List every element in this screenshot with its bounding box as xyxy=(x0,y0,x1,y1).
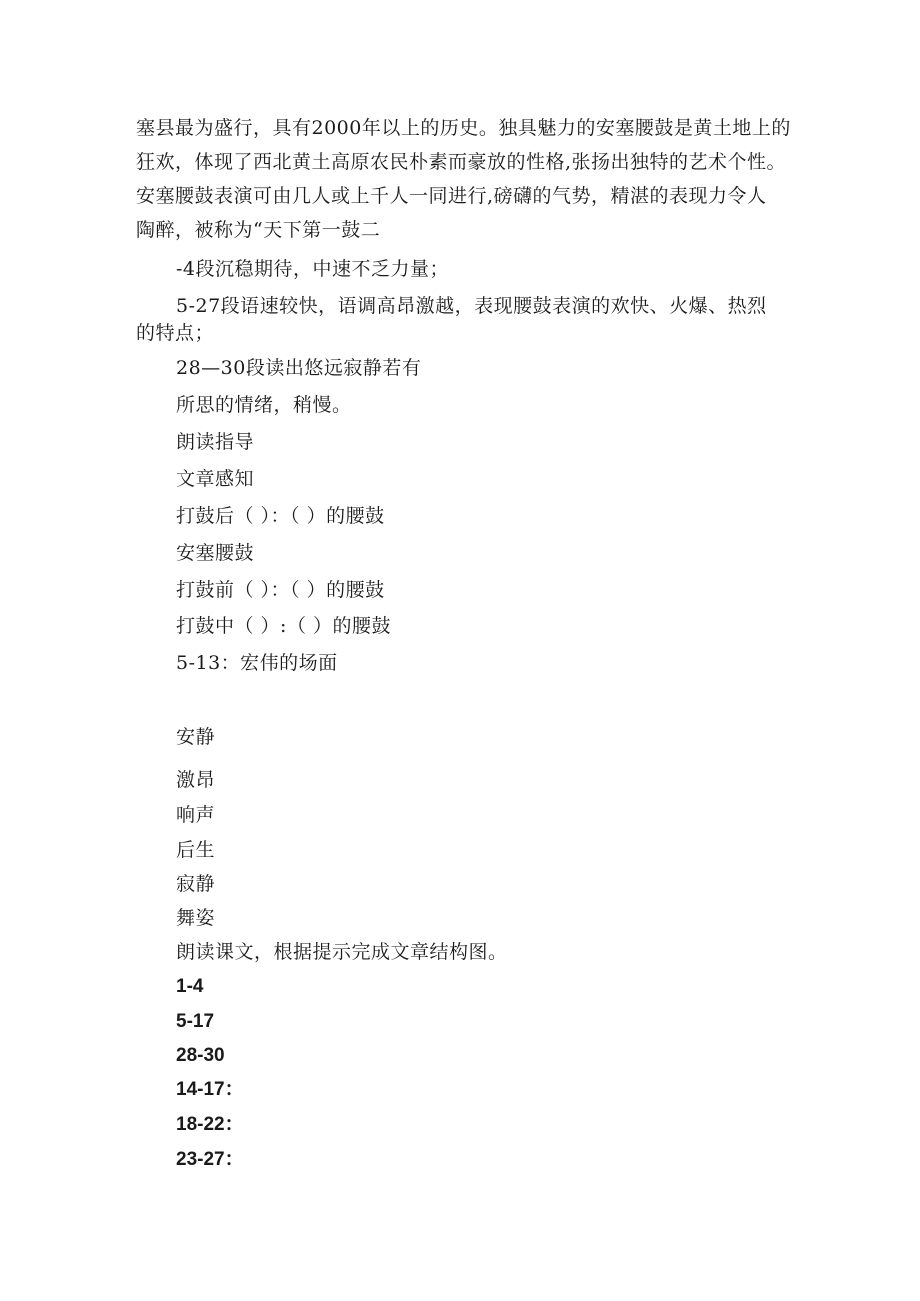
heading-text-perception: 文章感知 xyxy=(176,468,255,490)
reading-line-4: 所思的情绪，稍慢。 xyxy=(176,394,352,416)
word-item: 激昂 xyxy=(176,769,216,791)
intro-line-4: 陶醉，被称为“天下第一鼓二 xyxy=(136,219,381,241)
word-item: 寂静 xyxy=(176,873,216,895)
range-item: 5-17 xyxy=(176,1011,215,1032)
intro-line-2: 狂欢，体现了西北黄土高原农民朴素而豪放的性格,张扬出独特的艺术个性。 xyxy=(136,151,787,173)
intro-line-1: 塞县最为盛行，具有2000年以上的历史。独具魅力的安塞腰鼓是黄土地上的 xyxy=(136,117,791,139)
reading-line-1: -4段沉稳期待，中速不乏力量； xyxy=(176,258,450,280)
word-item: 响声 xyxy=(176,804,216,826)
range-item: 18-22： xyxy=(176,1114,244,1135)
range-item: 28-30 xyxy=(176,1045,225,1066)
word-item: 舞姿 xyxy=(176,907,216,929)
reading-line-2b: 的特点； xyxy=(136,322,215,344)
intro-line-3: 安塞腰鼓表演可由几人或上千人一同进行,磅礴的气势，精湛的表现力令人 xyxy=(136,185,767,207)
reading-line-2a: 5-27段语速较快，语调高昂激越，表现腰鼓表演的欢快、火爆、热烈 xyxy=(176,295,767,317)
structure-section-5-13: 5-13：宏伟的场面 xyxy=(176,652,338,674)
reading-line-3: 28—30段读出悠远寂静若有 xyxy=(176,357,422,379)
structure-before-drum: 打鼓前（ ）：（ ）的腰鼓 xyxy=(176,579,385,601)
structure-during-drum: 打鼓中（ ）:（ ）的腰鼓 xyxy=(176,615,391,637)
range-item: 1-4 xyxy=(176,976,204,997)
task-instruction: 朗读课文，根据提示完成文章结构图。 xyxy=(176,941,508,963)
word-item: 后生 xyxy=(176,839,216,861)
structure-title: 安塞腰鼓 xyxy=(176,542,255,564)
word-item: 安静 xyxy=(176,726,216,748)
range-item: 14-17： xyxy=(176,1079,244,1100)
structure-after-drum: 打鼓后（ ）：（ ）的腰鼓 xyxy=(176,505,385,527)
heading-reading-guide: 朗读指导 xyxy=(176,431,255,453)
range-item: 23-27： xyxy=(176,1149,244,1170)
